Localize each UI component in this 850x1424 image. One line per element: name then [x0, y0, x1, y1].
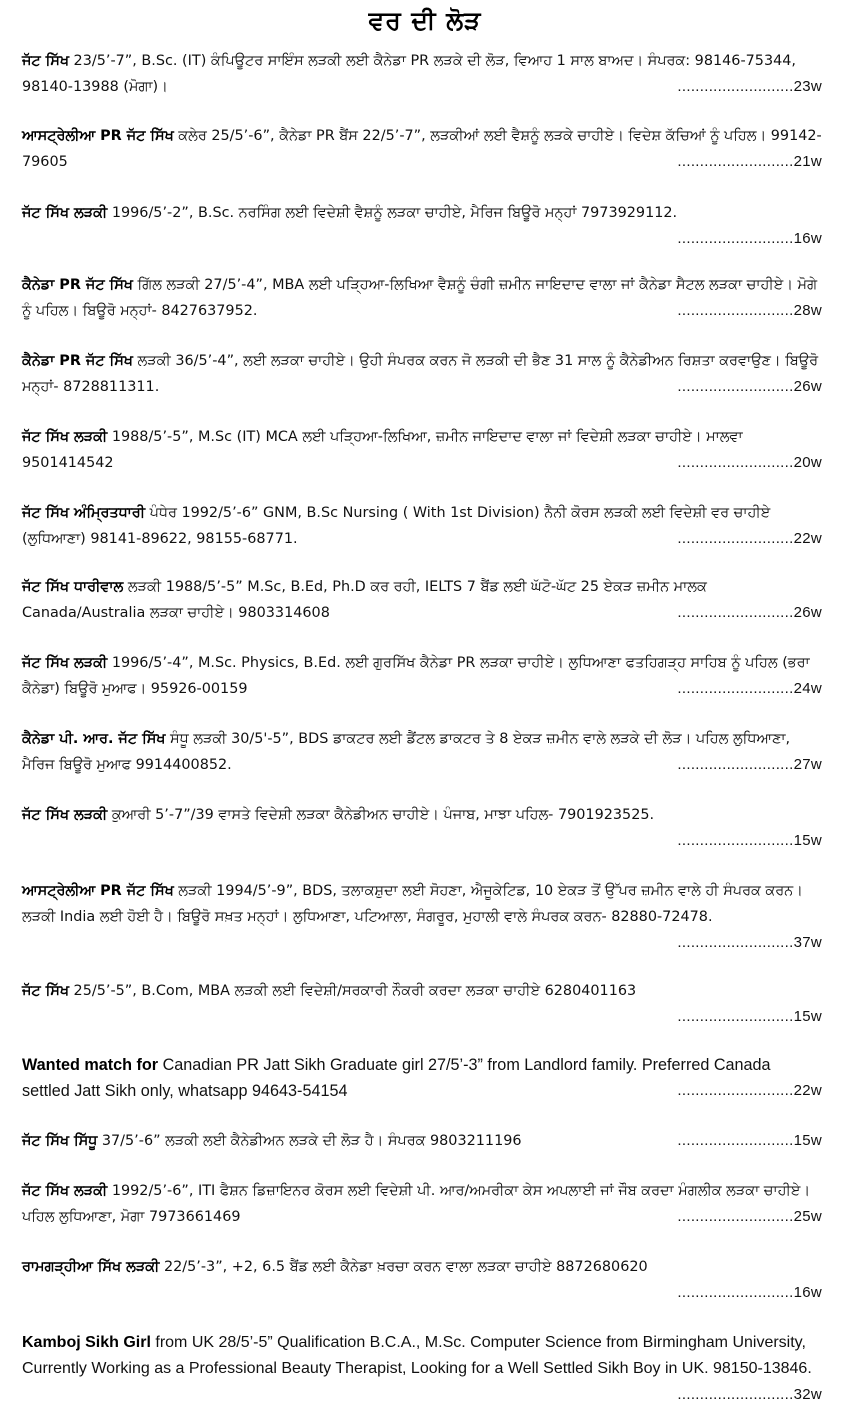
page-title: ਵਰ ਦੀ ਲੋੜ [368, 6, 482, 35]
ad-7 [22, 500, 822, 552]
ad-14 [22, 1052, 822, 1104]
ad-ref: ..........................16w [677, 226, 822, 252]
ad-17 [22, 1254, 822, 1306]
ad-ref: ..........................28w [677, 298, 822, 324]
ad-text: Canadian PR Jatt Sikh Graduate girl 27/5’-3” from Landlord family. Preferred Canada settled Jatt Sikh only, whatsapp 94643-54154 [22, 1056, 771, 1100]
ad-11 [22, 802, 822, 854]
ad-lead: ਜੱਟ ਸਿੱਖ ਲੜਕੀ [22, 429, 108, 445]
ad-text: ਲੜਕੀ 1994/5’-9”, BDS, ਤਲਾਕਸ਼ੁਦਾ ਲਈ ਸੋਹਣਾ, ਐਜੂਕੇਟਿਡ, 10 ਏਕੜ ਤੋਂ ਉੱਪਰ ਜ਼ਮੀਨ ਵਾਲੇ ਹੀ ਸੰਪਰਕ ਕਰਨ। ਲੜਕੀ India ਲਈ ਹੋਈ ਹੈ। ਬਿਊਰੋ ਸਖ਼ਤ ਮਨ੍ਹਾਂ। ਲੁਧਿਆਣਾ, ਪਟਿਆਲਾ, ਸੰਗਰੂਰ, ਮੁਹਾਲੀ ਵਾਲੇ ਸੰਪਰਕ ਕਰਨ- 82880-72478. [22, 883, 803, 925]
ad-lead: Kamboj Sikh Girl [22, 1334, 151, 1351]
ad-13 [22, 978, 822, 1030]
ad-16 [22, 1178, 822, 1230]
ad-text: ਪੰਧੇਰ 1992/5’-6” GNM, B.Sc Nursing ( With 1st Division) ਨੈਨੀ ਕੋਰਸ ਲੜਕੀ ਲਈ ਵਿਦੇਸ਼ੀ ਵਰ ਚਾਹੀਏ (ਲੁਧਿਆਣਾ) 98141-89622, 98155-68771. [22, 505, 771, 547]
ad-lead: ਰਾਮਗੜ੍ਹੀਆ ਸਿੱਖ ਲੜਕੀ [22, 1259, 160, 1275]
ad-ref: ..........................15w [677, 1128, 822, 1154]
ad-ref: ..........................15w [677, 828, 822, 854]
ad-ref: ..........................27w [677, 752, 822, 778]
ad-text: ਗਿੱਲ ਲੜਕੀ 27/5’-4”, MBA ਲਈ ਪੜ੍ਹਿਆ-ਲਿਖਿਆ ਵੈਸ਼ਨੂੰ ਚੰਗੀ ਜ਼ਮੀਨ ਜਾਇਦਾਦ ਵਾਲਾ ਜਾਂ ਕੈਨੇਡਾ ਸੈਟਲ ਲੜਕਾ ਚਾਹੀਏ। ਮੋਗੇ ਨੂੰ ਪਹਿਲ। ਬਿਊਰੋ ਮਨ੍ਹਾਂ- 8427637952. [22, 277, 817, 319]
ad-text: 1988/5’-5”, M.Sc (IT) MCA ਲਈ ਪੜ੍ਹਿਆ-ਲਿਖਿਆ, ਜ਼ਮੀਨ ਜਾਇਦਾਦ ਵਾਲਾ ਜਾਂ ਵਿਦੇਸ਼ੀ ਲੜਕਾ ਚਾਹੀਏ। ਮਾਲਵਾ 9501414542 [22, 429, 743, 471]
ad-2 [22, 123, 822, 175]
ad-text: 1992/5’-6”, ITI ਫੈਸ਼ਨ ਡਿਜ਼ਾਇਨਰ ਕੋਰਸ ਲਈ ਵਿਦੇਸ਼ੀ ਪੀ. ਆਰ/ਅਮਰੀਕਾ ਕੇਸ ਅਪਲਾਈ ਜਾਂ ਜੌਬ ਕਰਦਾ ਮੰਗਲੀਕ ਲੜਕਾ ਚਾਹੀਏ। ਪਹਿਲ ਲੁਧਿਆਣਾ, ਮੋਗਾ 7973661469 [22, 1183, 811, 1225]
ad-text: 1996/5’-2”, B.Sc. ਨਰਸਿੰਗ ਲਈ ਵਿਦੇਸ਼ੀ ਵੈਸ਼ਨੂੰ ਲੜਕਾ ਚਾਹੀਏ, ਮੈਰਿਜ ਬਿਊਰੋ ਮਨ੍ਹਾਂ 7973929112. [107, 205, 678, 221]
ad-lead: ਜੱਟ ਸਿੱਖ ਲੜਕੀ [22, 655, 108, 671]
ad-text: ਕਲੇਰ 25/5’-6”, ਕੈਨੇਡਾ PR ਬੈਂਸ 22/5’-7”, ਲੜਕੀਆਂ ਲਈ ਵੈਸ਼ਨੂੰ ਲੜਕੇ ਚਾਹੀਏ। ਵਿਦੇਸ਼ ਕੱਚਿਆਂ ਨੂੰ ਪਹਿਲ। 99142-79605 [22, 128, 822, 170]
ad-lead: ਆਸਟ੍ਰੇਲੀਆ PR ਜੱਟ ਸਿੱਖ [22, 883, 174, 899]
ad-lead: ਜੱਟ ਸਿੱਖ ਲੜਕੀ [22, 205, 108, 221]
ad-ref: ..........................22w [677, 1078, 822, 1104]
ad-18 [22, 1330, 822, 1408]
ad-lead: ਜੱਟ ਸਿੱਖ ਧਾਰੀਵਾਲ [22, 579, 124, 595]
ad-lead: ਜੱਟ ਸਿੱਖ ਲੜਕੀ [22, 807, 108, 823]
ad-8 [22, 574, 822, 626]
ad-6 [22, 424, 822, 476]
ad-ref: ..........................26w [677, 374, 822, 400]
ad-10 [22, 726, 822, 778]
ad-text: ਲੜਕੀ 36/5’-4”, ਲਈ ਲੜਕਾ ਚਾਹੀਏ। ਉਹੀ ਸੰਪਰਕ ਕਰਨ ਜੋ ਲੜਕੀ ਦੀ ਭੈਣ 31 ਸਾਲ ਨੂੰ ਕੈਨੇਡੀਅਨ ਰਿਸ਼ਤਾ ਕਰਵਾਉਣ। ਬਿਊਰੋ ਮਨ੍ਹਾਂ- 8728811311. [22, 353, 819, 395]
ad-9 [22, 650, 822, 702]
ad-ref: ..........................20w [677, 450, 822, 476]
ad-ref: ..........................21w [677, 149, 822, 175]
ad-lead: ਜੱਟ ਸਿੱਖ ਅੰਮ੍ਰਿਤਧਾਰੀ [22, 505, 146, 521]
ad-ref: ..........................26w [677, 600, 822, 626]
ad-lead: ਆਸਟ੍ਰੇਲੀਆ PR ਜੱਟ ਸਿੱਖ [22, 128, 174, 144]
ad-1 [22, 48, 822, 100]
ad-text: ਸੰਧੂ ਲੜਕੀ 30/5'-5”, BDS ਡਾਕਟਰ ਲਈ ਡੈਂਟਲ ਡਾਕਟਰ ਤੇ 8 ਏਕੜ ਜ਼ਮੀਨ ਵਾਲੇ ਲੜਕੇ ਦੀ ਲੋੜ। ਪਹਿਲ ਲੁਧਿਆਣਾ, ਮੈਰਿਜ ਬਿਊਰੋ ਮੁਆਫ 9914400852. [22, 731, 791, 773]
ad-ref: ..........................16w [677, 1280, 822, 1306]
ad-ref: ..........................24w [677, 676, 822, 702]
ad-lead: Wanted match for [22, 1056, 159, 1074]
ad-lead: ਕੈਨੇਡਾ ਪੀ. ਆਰ. ਜੱਟ ਸਿੱਖ [22, 731, 166, 747]
ad-ref: ..........................23w [677, 74, 822, 100]
ad-lead: ਕੈਨੇਡਾ PR ਜੱਟ ਸਿੱਖ [22, 277, 133, 293]
ad-3 [22, 200, 822, 252]
ad-text: ਲੜਕੀ 1988/5’-5” M.Sc, B.Ed, Ph.D ਕਰ ਰਹੀ, IELTS 7 ਬੈਂਡ ਲਈ ਘੱਟੋ-ਘੱਟ 25 ਏਕੜ ਜ਼ਮੀਨ ਮਾਲਕ Canada/Australia ਲੜਕਾ ਚਾਹੀਏ। 9803314608 [22, 579, 707, 621]
ad-15 [22, 1128, 822, 1154]
ad-lead: ਜੱਟ ਸਿੱਖ ਲੜਕੀ [22, 1183, 108, 1199]
ad-ref: ..........................25w [677, 1204, 822, 1230]
ad-lead: ਜੱਟ ਸਿੱਖ [22, 53, 69, 69]
ad-lead: ਜੱਟ ਸਿੱਖ ਸਿੱਧੂ [22, 1133, 98, 1149]
ad-text: 23/5’-7”, B.Sc. (IT) ਕੰਪਿਊਟਰ ਸਾਇੰਸ ਲੜਕੀ ਲਈ ਕੈਨੇਡਾ PR ਲੜਕੇ ਦੀ ਲੋੜ, ਵਿਆਹ 1 ਸਾਲ ਬਾਅਦ। ਸੰਪਰਕ: 98146-75344, 98140-13988 (ਮੋਗਾ)। [22, 53, 796, 95]
ad-12 [22, 878, 822, 956]
ad-text: 25/5’-5”, B.Com, MBA ਲੜਕੀ ਲਈ ਵਿਦੇਸ਼ੀ/ਸਰਕਾਰੀ ਨੌਕਰੀ ਕਰਦਾ ਲੜਕਾ ਚਾਹੀਏ 6280401163 [68, 983, 637, 999]
ad-ref: ..........................37w [677, 930, 822, 956]
ad-lead: ਜੱਟ ਸਿੱਖ [22, 983, 69, 999]
ad-lead: ਕੈਨੇਡਾ PR ਜੱਟ ਸਿੱਖ [22, 353, 133, 369]
ad-text: from UK 28/5’-5” Qualification B.C.A., M.Sc. Computer Science from Birmingham University, Currently Working as a Professional Beauty Therapist, Looking for a Well Settled Sikh Boy in UK. 98150-13846. [22, 1334, 812, 1377]
ad-ref: ..........................22w [677, 526, 822, 552]
ad-4 [22, 272, 822, 324]
ad-text: 1996/5’-4”, M.Sc. Physics, B.Ed. ਲਈ ਗੁਰਸਿੱਖ ਕੈਨੇਡਾ PR ਲੜਕਾ ਚਾਹੀਏ। ਲੁਧਿਆਣਾ ਫਤਹਿਗੜ੍ਹ ਸਾਹਿਬ ਨੂੰ ਪਹਿਲ (ਭਰਾ ਕੈਨੇਡਾ) ਬਿਊਰੋ ਮੁਆਫ। 95926-00159 [22, 655, 810, 697]
ad-text: 22/5’-3”, +2, 6.5 ਬੈਂਡ ਲਈ ਕੈਨੇਡਾ ਖ਼ਰਚਾ ਕਰਨ ਵਾਲਾ ਲੜਕਾ ਚਾਹੀਏ 8872680620 [159, 1259, 648, 1275]
ad-text: ਕੁਆਰੀ 5’-7”/39 ਵਾਸਤੇ ਵਿਦੇਸ਼ੀ ਲੜਕਾ ਕੈਨੇਡੀਅਨ ਚਾਹੀਏ। ਪੰਜਾਬ, ਮਾਝਾ ਪਹਿਲ- 7901923525. [107, 807, 655, 823]
ad-5 [22, 348, 822, 400]
ad-text: 37/5’-6” ਲੜਕੀ ਲਈ ਕੈਨੇਡੀਅਨ ਲੜਕੇ ਦੀ ਲੋੜ ਹੈ। ਸੰਪਰਕ 9803211196 [97, 1133, 522, 1149]
ad-ref: ..........................32w [677, 1382, 822, 1408]
ad-ref: ..........................15w [677, 1004, 822, 1030]
